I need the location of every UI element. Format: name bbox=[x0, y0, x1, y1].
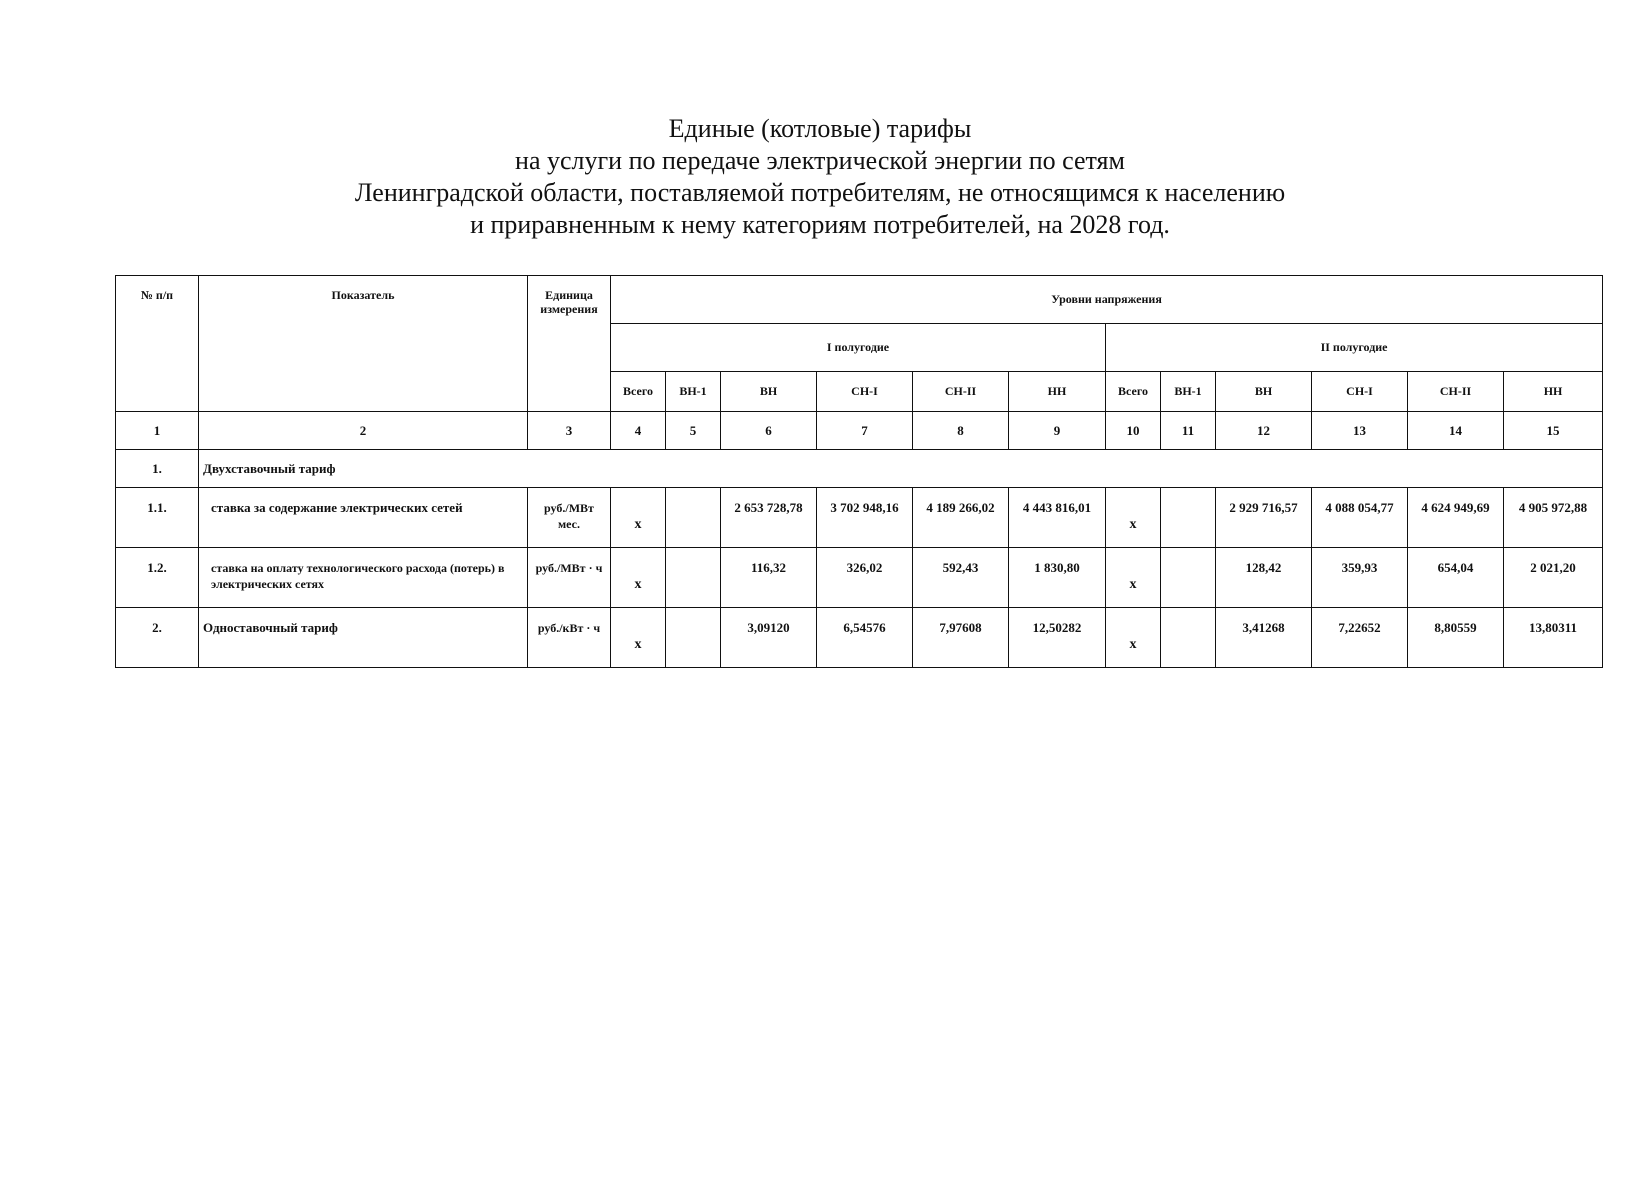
column-number: 9 bbox=[1009, 412, 1106, 450]
column-number-row bbox=[116, 412, 1603, 450]
header-indicator: Показатель bbox=[199, 276, 528, 412]
cell-value: 7,97608 bbox=[913, 608, 1009, 668]
cell-value: х bbox=[611, 608, 666, 668]
table-row-section-1 bbox=[116, 450, 1603, 488]
row-num: 1. bbox=[116, 450, 199, 488]
cell-value: 2 021,20 bbox=[1504, 548, 1603, 608]
row-label: Двухставочный тариф bbox=[199, 450, 1603, 488]
cell-value bbox=[666, 548, 721, 608]
column-number: 2 bbox=[199, 412, 528, 450]
row-unit: руб./кВт · ч bbox=[528, 608, 611, 668]
title-line-2: на услуги по передаче электрической энергии по сетям bbox=[515, 146, 1125, 175]
cell-value: 7,22652 bbox=[1312, 608, 1408, 668]
title-line-4: и приравненным к нему категориям потребителей, на 2028 год. bbox=[470, 210, 1170, 239]
title-line-3: Ленинградской области, поставляемой потребителям, не относящимся к населению bbox=[354, 178, 1286, 207]
cell-value: 12,50282 bbox=[1009, 608, 1106, 668]
row-num: 2. bbox=[116, 608, 199, 668]
column-number: 6 bbox=[721, 412, 817, 450]
column-number: 4 bbox=[611, 412, 666, 450]
cell-value: 359,93 bbox=[1312, 548, 1408, 608]
cell-value: х bbox=[1106, 608, 1161, 668]
document-title bbox=[240, 113, 1400, 241]
row-label: Одноставочный тариф bbox=[199, 608, 528, 668]
cell-value: 13,80311 bbox=[1504, 608, 1603, 668]
column-number: 1 bbox=[116, 412, 199, 450]
header-half-2: II полугодие bbox=[1106, 324, 1603, 372]
column-number: 11 bbox=[1161, 412, 1216, 450]
row-num: 1.1. bbox=[116, 488, 199, 548]
cell-value: 1 830,80 bbox=[1009, 548, 1106, 608]
column-number: 3 bbox=[528, 412, 611, 450]
column-number: 12 bbox=[1216, 412, 1312, 450]
header-half-1: I полугодие bbox=[611, 324, 1106, 372]
column-number: 8 bbox=[913, 412, 1009, 450]
title-line-1: Единые (котловые) тарифы bbox=[668, 114, 972, 143]
row-unit: руб./МВт · ч bbox=[528, 548, 611, 608]
cell-value: 2 653 728,78 bbox=[721, 488, 817, 548]
column-number: 10 bbox=[1106, 412, 1161, 450]
cell-value: х bbox=[611, 548, 666, 608]
cell-value: 116,32 bbox=[721, 548, 817, 608]
cell-value: 2 929 716,57 bbox=[1216, 488, 1312, 548]
row-label: ставка за содержание электрических сетей bbox=[199, 488, 528, 548]
subheader-vn1: ВН-1 bbox=[1161, 372, 1216, 412]
cell-value: 3,41268 bbox=[1216, 608, 1312, 668]
column-number: 5 bbox=[666, 412, 721, 450]
subheader-sn1: СН-I bbox=[817, 372, 913, 412]
subheader-total: Всего bbox=[611, 372, 666, 412]
cell-value bbox=[1161, 608, 1216, 668]
header-row-levels bbox=[116, 276, 1603, 324]
cell-value bbox=[1161, 548, 1216, 608]
header-num: № п/п bbox=[116, 276, 199, 412]
table-row-1-2 bbox=[116, 548, 1603, 608]
row-label: ставка на оплату технологического расхода (потерь) в электрических сетях bbox=[199, 548, 528, 608]
cell-value: х bbox=[1106, 548, 1161, 608]
row-unit: руб./МВт мес. bbox=[528, 488, 611, 548]
cell-value: 326,02 bbox=[817, 548, 913, 608]
cell-value: 3,09120 bbox=[721, 608, 817, 668]
subheader-sn1: СН-I bbox=[1312, 372, 1408, 412]
column-number: 7 bbox=[817, 412, 913, 450]
subheader-sn2: СН-II bbox=[913, 372, 1009, 412]
column-number: 15 bbox=[1504, 412, 1603, 450]
subheader-vn1: ВН-1 bbox=[666, 372, 721, 412]
subheader-nn: НН bbox=[1504, 372, 1603, 412]
cell-value: 654,04 bbox=[1408, 548, 1504, 608]
header-voltage-levels: Уровни напряжения bbox=[611, 276, 1603, 324]
cell-value bbox=[1161, 488, 1216, 548]
cell-value: 4 088 054,77 bbox=[1312, 488, 1408, 548]
subheader-vn: ВН bbox=[1216, 372, 1312, 412]
subheader-nn: НН bbox=[1009, 372, 1106, 412]
subheader-sn2: СН-II bbox=[1408, 372, 1504, 412]
cell-value: 4 624 949,69 bbox=[1408, 488, 1504, 548]
cell-value: 8,80559 bbox=[1408, 608, 1504, 668]
row-num: 1.2. bbox=[116, 548, 199, 608]
subheader-total: Всего bbox=[1106, 372, 1161, 412]
cell-value: 6,54576 bbox=[817, 608, 913, 668]
cell-value: х bbox=[611, 488, 666, 548]
cell-value: 4 443 816,01 bbox=[1009, 488, 1106, 548]
subheader-vn: ВН bbox=[721, 372, 817, 412]
cell-value: 4 905 972,88 bbox=[1504, 488, 1603, 548]
table-row-2 bbox=[116, 608, 1603, 668]
table-row-1-1 bbox=[116, 488, 1603, 548]
tariff-table bbox=[115, 275, 1603, 668]
cell-value: 4 189 266,02 bbox=[913, 488, 1009, 548]
cell-value: 592,43 bbox=[913, 548, 1009, 608]
cell-value bbox=[666, 488, 721, 548]
cell-value: х bbox=[1106, 488, 1161, 548]
column-number: 14 bbox=[1408, 412, 1504, 450]
cell-value: 128,42 bbox=[1216, 548, 1312, 608]
header-unit: Единица измерения bbox=[528, 276, 611, 412]
cell-value: 3 702 948,16 bbox=[817, 488, 913, 548]
column-number: 13 bbox=[1312, 412, 1408, 450]
cell-value bbox=[666, 608, 721, 668]
